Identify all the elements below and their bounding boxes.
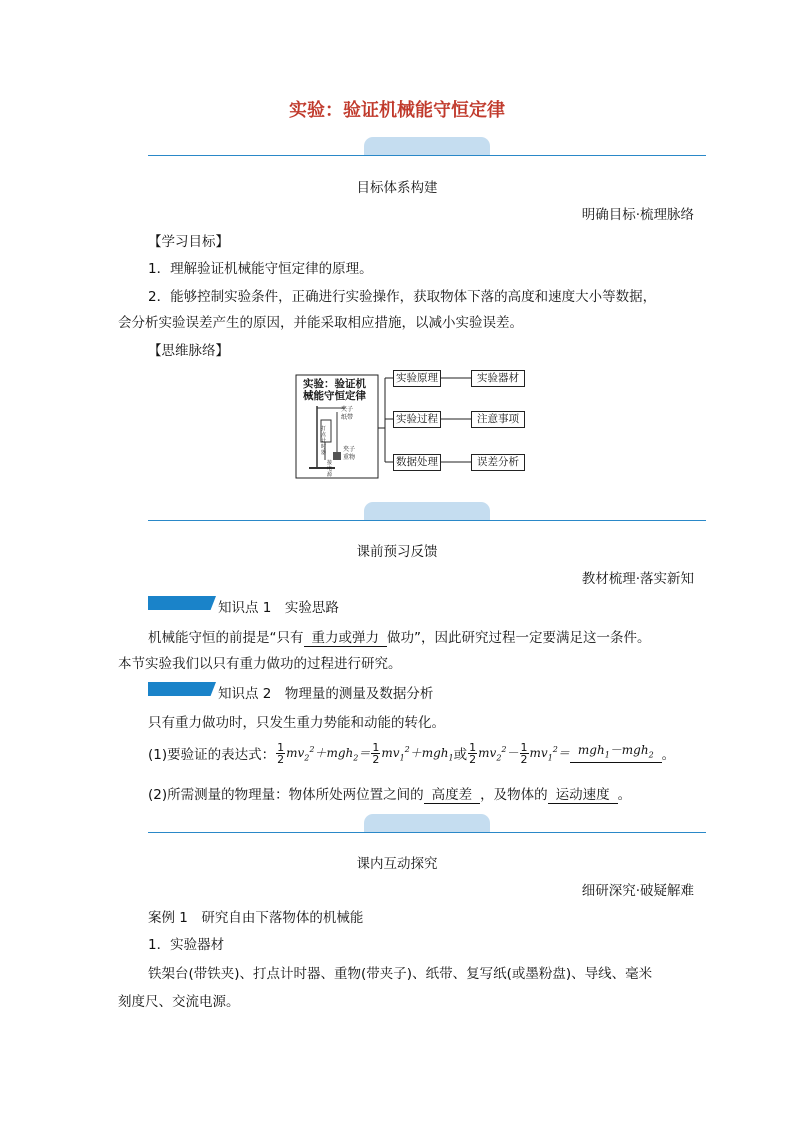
kp2-item2: [148, 783, 631, 804]
node-principle: 实验原理: [393, 370, 441, 387]
formula: $mv_2^2-$: [478, 744, 519, 763]
section-tab: [364, 137, 490, 155]
fraction-half: $\frac{1}{2}$: [372, 740, 380, 766]
formula: $mv_1^2+mgh_1$: [381, 744, 454, 763]
apparatus-label: 夹子: [341, 406, 354, 413]
kp1-text-b: 做功”，因此研究过程一定要满足这一条件。: [387, 630, 651, 646]
formula: $mv_2^2+mgh_2=$: [286, 744, 371, 763]
fraction-half: $\frac{1}{2}$: [520, 740, 528, 766]
knowledge-point-tag: [148, 682, 216, 696]
apparatus-label: 重物: [343, 454, 356, 461]
kp2-item1-or: 或: [453, 747, 468, 763]
apparatus-label: 接电源: [327, 460, 333, 478]
kp2-item1-label: (1)要验证的表达式：: [148, 747, 276, 763]
kp2-blank-velocity: 运动速度: [548, 788, 618, 804]
kp2-item2-c: 。: [617, 787, 632, 803]
page-title: 实验：验证机械能守恒定律: [289, 100, 505, 121]
kp2-line1: 只有重力做功时，只发生重力势能和动能的转化。: [148, 715, 445, 731]
section-heading: 课前预习反馈: [356, 544, 438, 560]
leaf-equipment: 实验器材: [471, 370, 525, 387]
formula: $mv_1^2=$: [529, 744, 570, 763]
apparatus-label: 打点计时器: [321, 426, 327, 456]
section-subheading: 细研深究·破疑解难: [581, 883, 694, 899]
kp1-title: 知识点 1 实验思路: [218, 600, 339, 616]
kp2-blank-height: 高度差: [424, 788, 481, 804]
kp2-item2-b: ，及物体的: [480, 787, 548, 803]
kp1-line2: 本节实验我们以只有重力做功的过程进行研究。: [118, 656, 402, 672]
item-1-title: 1．实验器材: [148, 937, 225, 953]
section-heading: 目标体系构建: [356, 180, 438, 196]
main-node-line2: 械能守恒定律: [303, 390, 366, 402]
kp1-text: [148, 626, 651, 647]
goal-2-line2: 会分析实验误差产生的原因，并能采取相应措施，以减小实验误差。: [118, 315, 523, 331]
apparatus-label: 夹子: [343, 446, 356, 453]
mindmap-label: 【思维脉络】: [148, 343, 229, 359]
section-subheading: 教材梳理·落实新知: [581, 571, 694, 587]
case-1-title: 案例 1 研究自由下落物体的机械能: [148, 910, 364, 926]
section-tab: [364, 814, 490, 832]
kp1-blank: 重力或弹力: [304, 631, 388, 647]
leaf-error: 误差分析: [471, 454, 525, 471]
goals-label: 【学习目标】: [148, 234, 229, 250]
section-divider: [148, 155, 706, 156]
formula-blank: mgh$_1$－mgh$_2$: [570, 743, 662, 763]
goal-2-line1: 2．能够控制实验条件，正确进行实验操作，获取物体下落的高度和速度大小等数据，: [148, 289, 657, 305]
leaf-notes: 注意事项: [471, 411, 525, 428]
kp2-title: 知识点 2 物理量的测量及数据分析: [218, 686, 434, 702]
section-heading: 课内互动探究: [356, 856, 438, 872]
main-node-line1: 实验：验证机: [303, 378, 366, 390]
section-subheading: 明确目标·梳理脉络: [581, 207, 694, 223]
kp2-item2-a: (2)所需测量的物理量：物体所处两位置之间的: [148, 787, 424, 803]
goal-1: 1．理解验证机械能守恒定律的原理。: [148, 261, 373, 277]
apparatus-label: 纸带: [341, 414, 354, 421]
fraction-half: $\frac{1}{2}$: [277, 740, 285, 766]
kp2-item1-end: 。: [661, 747, 676, 763]
knowledge-point-tag: [148, 596, 216, 610]
mind-map-diagram: [295, 368, 535, 480]
item-1-line1: 铁架台(带铁夹)、打点计时器、重物(带夹子)、纸带、复写纸(或墨粉盘)、导线、毫米: [148, 966, 653, 982]
item-1-line2: 刻度尺、交流电源。: [118, 994, 240, 1010]
node-data: 数据处理: [393, 454, 441, 471]
section-tab: [364, 502, 490, 520]
section-divider: [148, 832, 706, 833]
kp1-text-a: 机械能守恒的前提是“只有: [148, 630, 304, 646]
kp2-item1: [148, 738, 675, 768]
node-process: 实验过程: [393, 411, 441, 428]
section-divider: [148, 520, 706, 521]
fraction-half: $\frac{1}{2}$: [469, 740, 477, 766]
